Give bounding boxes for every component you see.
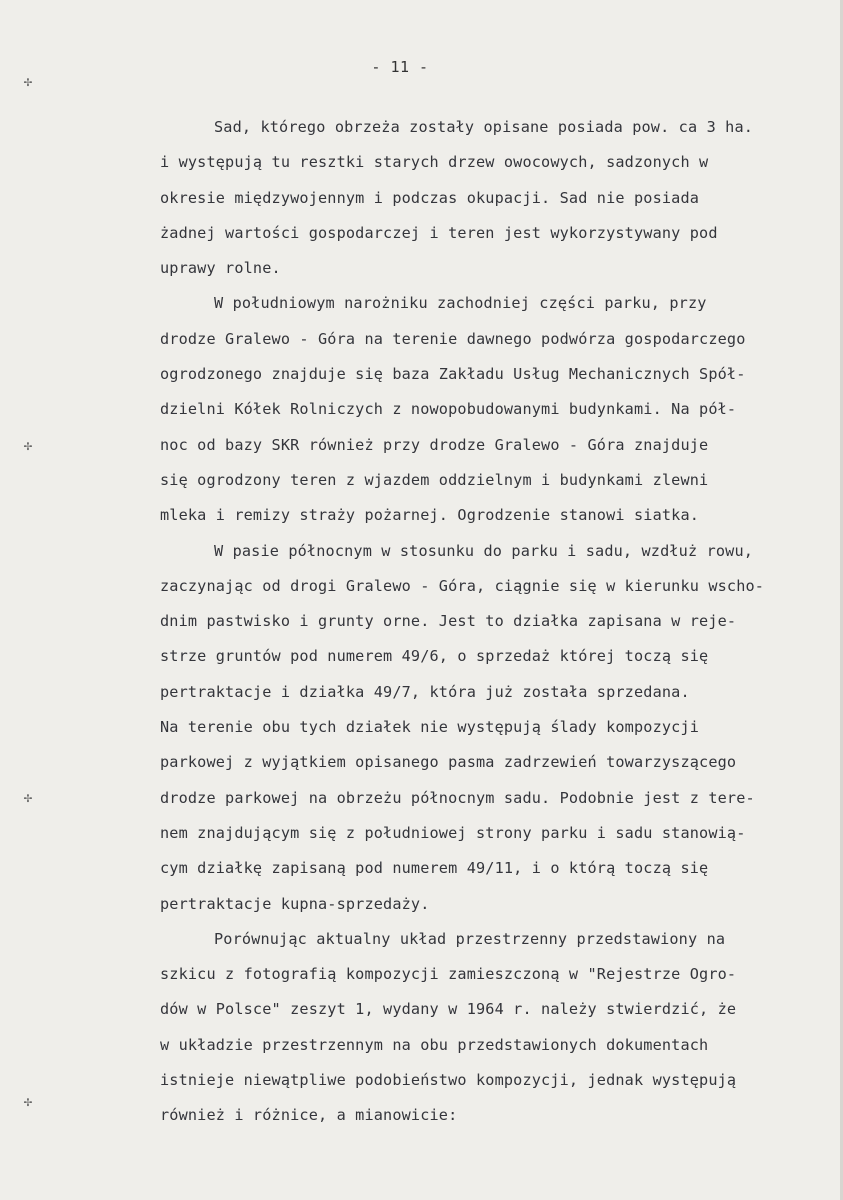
text-line: drodze Gralewo - Góra na terenie dawnego podwórza gospodarczego [160, 329, 746, 348]
text-line: pertraktacje kupna-sprzedaży. [160, 894, 430, 913]
text-line: dów w Polsce" zeszyt 1, wydany w 1964 r. należy stwierdzić, że [160, 1000, 737, 1019]
text-line: Porównując aktualny układ przestrzenny przedstawiony na [214, 929, 726, 948]
text-line: drodze parkowej na obrzeżu północnym sadu. Podobnie jest z tere- [160, 788, 755, 807]
text-line: noc od bazy SKR również przy drodze Gralewo - Góra znajduje [160, 435, 709, 454]
text-line: mleka i remizy straży pożarnej. Ogrodzenie stanowi siatka. [160, 506, 700, 525]
text-line: szkicu z fotografią kompozycji zamieszczoną w "Rejestrze Ogro- [160, 965, 737, 984]
text-line: ogrodzonego znajduje się baza Zakładu Usług Mechanicznych Spół- [160, 365, 746, 384]
text-line: parkowej z wyjątkiem opisanego pasma zadrzewień towarzyszącego [160, 753, 737, 772]
text-line: nem znajdującym się z południowej strony parku i sadu stanowią- [160, 823, 746, 842]
text-line: również i różnice, a mianowicie: [160, 1106, 458, 1125]
text-line: dzielni Kółek Rolniczych z nowopobudowanymi budynkami. Na pół- [160, 400, 737, 419]
punch-mark-icon: ✢ [23, 790, 33, 806]
text-line: w układzie przestrzennym na obu przedstawionych dokumentach [160, 1035, 709, 1054]
punch-mark-icon: ✢ [23, 1094, 33, 1110]
text-line: dnim pastwisko i grunty orne. Jest to działka zapisana w reje- [160, 612, 737, 631]
punch-mark-icon: ✢ [23, 74, 33, 90]
text-line: uprawy rolne. [160, 259, 281, 278]
text-line: i występują tu resztki starych drzew owocowych, sadzonych w [160, 153, 709, 172]
text-line: żadnej wartości gospodarczej i teren jest wykorzystywany pod [160, 223, 718, 242]
text-line: cym działkę zapisaną pod numerem 49/11, i o którą toczą się [160, 859, 709, 878]
text-line: W południowym narożniku zachodniej części parku, przy [214, 294, 707, 313]
text-line: pertraktacje i działka 49/7, która już została sprzedana. [160, 682, 690, 701]
text-line: zaczynając od drogi Gralewo - Góra, ciągnie się w kierunku wscho- [160, 576, 765, 595]
punch-mark-icon: ✢ [23, 438, 33, 454]
text-line: się ogrodzony teren z wjazdem oddzielnym i budynkami zlewni [160, 470, 709, 489]
text-line: okresie międzywojennym i podczas okupacji. Sad nie posiada [160, 188, 700, 207]
page-number: - 11 - [371, 58, 429, 76]
text-line: istnieje niewątpliwe podobieństwo kompozycji, jednak występują [160, 1071, 737, 1090]
text-line: strze gruntów pod numerem 49/6, o sprzedaż której toczą się [160, 647, 709, 666]
document-body [160, 110, 830, 1134]
text-line: Na terenie obu tych działek nie występują ślady kompozycji [160, 718, 700, 737]
text-line: W pasie północnym w stosunku do parku i sadu, wzdłuż rowu, [214, 541, 754, 560]
text-line: Sad, którego obrzeża zostały opisane posiada pow. ca 3 ha. [214, 118, 754, 136]
